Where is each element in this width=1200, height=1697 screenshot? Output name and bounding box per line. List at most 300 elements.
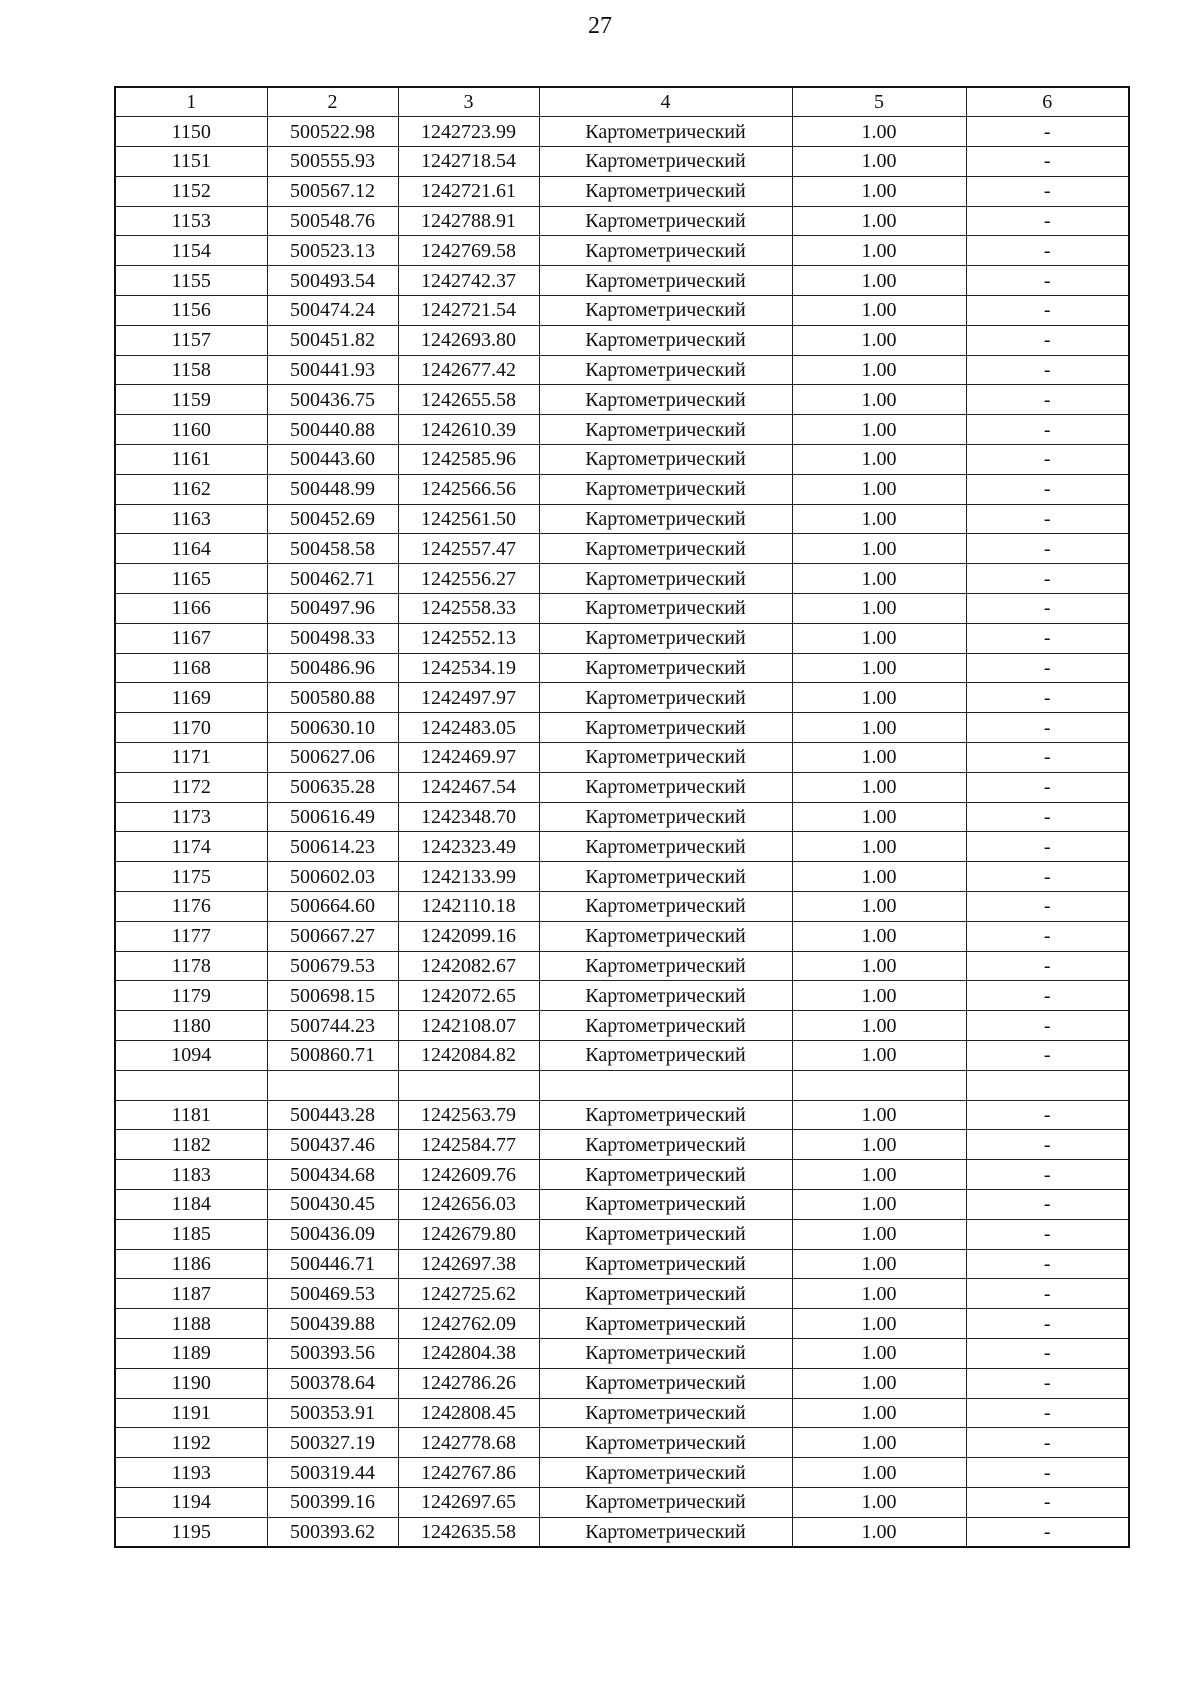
y-coordinate-cell: 1242497.97 [398, 683, 539, 713]
point-number-cell: 1189 [115, 1338, 267, 1368]
note-cell: - [966, 1130, 1129, 1160]
note-cell: - [966, 176, 1129, 206]
note-cell: - [966, 504, 1129, 534]
y-coordinate-cell: 1242635.58 [398, 1517, 539, 1547]
table-row [115, 1100, 1129, 1130]
method-cell: Картометрический [539, 1100, 792, 1130]
point-number-cell: 1176 [115, 892, 267, 922]
accuracy-cell: 1.00 [792, 832, 966, 862]
method-cell: Картометрический [539, 147, 792, 177]
method-cell: Картометрический [539, 1309, 792, 1339]
y-coordinate-cell: 1242788.91 [398, 206, 539, 236]
method-cell: Картометрический [539, 1011, 792, 1041]
table-row [115, 564, 1129, 594]
method-cell: Картометрический [539, 1517, 792, 1547]
y-coordinate-cell: 1242084.82 [398, 1041, 539, 1071]
method-cell: Картометрический [539, 623, 792, 653]
table-row [115, 1398, 1129, 1428]
method-cell: Картометрический [539, 385, 792, 415]
x-coordinate-cell: 500434.68 [267, 1160, 398, 1190]
method-cell: Картометрический [539, 1130, 792, 1160]
point-number-cell: 1179 [115, 981, 267, 1011]
accuracy-cell: 1.00 [792, 236, 966, 266]
x-coordinate-cell: 500327.19 [267, 1428, 398, 1458]
point-number-cell: 1191 [115, 1398, 267, 1428]
x-coordinate-cell: 500667.27 [267, 921, 398, 951]
note-cell: - [966, 415, 1129, 445]
accuracy-cell: 1.00 [792, 1487, 966, 1517]
column-header-2: 2 [267, 87, 398, 117]
note-cell: - [966, 1309, 1129, 1339]
note-cell: - [966, 653, 1129, 683]
note-cell: - [966, 1487, 1129, 1517]
note-cell: - [966, 1189, 1129, 1219]
point-number-cell: 1190 [115, 1368, 267, 1398]
table-row [115, 1070, 1129, 1100]
x-coordinate-cell: 500440.88 [267, 415, 398, 445]
table-row [115, 1160, 1129, 1190]
table-row [115, 355, 1129, 385]
x-coordinate-cell: 500630.10 [267, 713, 398, 743]
y-coordinate-cell: 1242677.42 [398, 355, 539, 385]
y-coordinate-cell: 1242721.61 [398, 176, 539, 206]
y-coordinate-cell: 1242348.70 [398, 802, 539, 832]
point-number-cell: 1157 [115, 325, 267, 355]
note-cell: - [966, 713, 1129, 743]
table-row [115, 862, 1129, 892]
x-coordinate-cell: 500548.76 [267, 206, 398, 236]
note-cell: - [966, 1398, 1129, 1428]
y-coordinate-cell: 1242786.26 [398, 1368, 539, 1398]
point-number-cell: 1151 [115, 147, 267, 177]
table-row [115, 1011, 1129, 1041]
x-coordinate-cell: 500446.71 [267, 1249, 398, 1279]
method-cell: Картометрический [539, 206, 792, 236]
note-cell: - [966, 385, 1129, 415]
method-cell: Картометрический [539, 713, 792, 743]
note-cell: - [966, 1458, 1129, 1488]
table-row [115, 1338, 1129, 1368]
y-coordinate-cell: 1242467.54 [398, 772, 539, 802]
point-number-cell: 1177 [115, 921, 267, 951]
table-row [115, 1279, 1129, 1309]
x-coordinate-cell: 500602.03 [267, 862, 398, 892]
x-coordinate-cell: 500567.12 [267, 176, 398, 206]
table-row [115, 415, 1129, 445]
accuracy-cell: 1.00 [792, 951, 966, 981]
x-coordinate-cell: 500452.69 [267, 504, 398, 534]
y-coordinate-cell: 1242558.33 [398, 594, 539, 624]
y-coordinate-cell: 1242323.49 [398, 832, 539, 862]
table-row [115, 176, 1129, 206]
point-number-cell: 1165 [115, 564, 267, 594]
method-cell: Картометрический [539, 832, 792, 862]
y-coordinate-cell: 1242762.09 [398, 1309, 539, 1339]
y-coordinate-cell: 1242721.54 [398, 296, 539, 326]
point-number-cell: 1185 [115, 1219, 267, 1249]
note-cell: - [966, 355, 1129, 385]
point-number-cell: 1182 [115, 1130, 267, 1160]
method-cell: Картометрический [539, 981, 792, 1011]
x-coordinate-cell: 500430.45 [267, 1189, 398, 1219]
method-cell: Картометрический [539, 862, 792, 892]
point-number-cell: 1174 [115, 832, 267, 862]
point-number-cell: 1181 [115, 1100, 267, 1130]
x-coordinate-cell: 500436.09 [267, 1219, 398, 1249]
point-number-cell: 1175 [115, 862, 267, 892]
x-coordinate-cell: 500474.24 [267, 296, 398, 326]
point-number-cell: 1187 [115, 1279, 267, 1309]
accuracy-cell: 1.00 [792, 1160, 966, 1190]
y-coordinate-cell: 1242072.65 [398, 981, 539, 1011]
y-coordinate-cell: 1242655.58 [398, 385, 539, 415]
x-coordinate-cell: 500523.13 [267, 236, 398, 266]
accuracy-cell: 1.00 [792, 653, 966, 683]
y-coordinate-cell: 1242469.97 [398, 743, 539, 773]
x-coordinate-cell: 500458.58 [267, 534, 398, 564]
note-cell: - [966, 1160, 1129, 1190]
accuracy-cell: 1.00 [792, 772, 966, 802]
accuracy-cell: 1.00 [792, 206, 966, 236]
accuracy-cell: 1.00 [792, 1041, 966, 1071]
x-coordinate-cell: 500616.49 [267, 802, 398, 832]
note-cell: - [966, 981, 1129, 1011]
point-number-cell: 1160 [115, 415, 267, 445]
y-coordinate-cell: 1242534.19 [398, 653, 539, 683]
y-coordinate-cell: 1242108.07 [398, 1011, 539, 1041]
accuracy-cell: 1.00 [792, 474, 966, 504]
method-cell: Картометрический [539, 474, 792, 504]
y-coordinate-cell: 1242610.39 [398, 415, 539, 445]
method-cell: Картометрический [539, 445, 792, 475]
table-row [115, 236, 1129, 266]
table-row [115, 892, 1129, 922]
x-coordinate-cell: 500664.60 [267, 892, 398, 922]
y-coordinate-cell: 1242808.45 [398, 1398, 539, 1428]
accuracy-cell: 1.00 [792, 296, 966, 326]
note-cell: - [966, 1428, 1129, 1458]
point-number-cell: 1192 [115, 1428, 267, 1458]
point-number-cell: 1155 [115, 266, 267, 296]
note-cell: - [966, 1517, 1129, 1547]
point-number-cell: 1171 [115, 743, 267, 773]
x-coordinate-cell: 500319.44 [267, 1458, 398, 1488]
table-row [115, 445, 1129, 475]
x-coordinate-cell: 500393.62 [267, 1517, 398, 1547]
y-coordinate-cell: 1242552.13 [398, 623, 539, 653]
table-row [115, 385, 1129, 415]
y-coordinate-cell: 1242561.50 [398, 504, 539, 534]
accuracy-cell: 1.00 [792, 1517, 966, 1547]
column-header-5: 5 [792, 87, 966, 117]
method-cell: Картометрический [539, 594, 792, 624]
method-cell: Картометрический [539, 1219, 792, 1249]
accuracy-cell: 1.00 [792, 683, 966, 713]
x-coordinate-cell: 500393.56 [267, 1338, 398, 1368]
point-number-cell: 1169 [115, 683, 267, 713]
x-coordinate-cell: 500860.71 [267, 1041, 398, 1071]
y-coordinate-cell: 1242585.96 [398, 445, 539, 475]
x-coordinate-cell [267, 1070, 398, 1100]
accuracy-cell: 1.00 [792, 1249, 966, 1279]
method-cell: Картометрический [539, 1487, 792, 1517]
note-cell: - [966, 564, 1129, 594]
method-cell: Картометрический [539, 892, 792, 922]
x-coordinate-cell: 500443.60 [267, 445, 398, 475]
accuracy-cell: 1.00 [792, 892, 966, 922]
y-coordinate-cell [398, 1070, 539, 1100]
point-number-cell: 1178 [115, 951, 267, 981]
x-coordinate-cell: 500614.23 [267, 832, 398, 862]
page-number: 27 [588, 13, 612, 39]
y-coordinate-cell: 1242133.99 [398, 862, 539, 892]
coordinates-table [114, 86, 1130, 1548]
accuracy-cell: 1.00 [792, 504, 966, 534]
method-cell: Картометрический [539, 1398, 792, 1428]
point-number-cell: 1152 [115, 176, 267, 206]
x-coordinate-cell: 500436.75 [267, 385, 398, 415]
accuracy-cell: 1.00 [792, 1309, 966, 1339]
point-number-cell: 1184 [115, 1189, 267, 1219]
note-cell: - [966, 1249, 1129, 1279]
note-cell: - [966, 832, 1129, 862]
note-cell: - [966, 325, 1129, 355]
x-coordinate-cell: 500439.88 [267, 1309, 398, 1339]
table-row [115, 1458, 1129, 1488]
note-cell: - [966, 772, 1129, 802]
point-number-cell: 1193 [115, 1458, 267, 1488]
accuracy-cell: 1.00 [792, 1130, 966, 1160]
table-row [115, 743, 1129, 773]
method-cell: Картометрический [539, 653, 792, 683]
x-coordinate-cell: 500378.64 [267, 1368, 398, 1398]
note-cell: - [966, 147, 1129, 177]
point-number-cell: 1161 [115, 445, 267, 475]
point-number-cell: 1094 [115, 1041, 267, 1071]
point-number-cell: 1162 [115, 474, 267, 504]
accuracy-cell: 1.00 [792, 1458, 966, 1488]
point-number-cell: 1156 [115, 296, 267, 326]
table-row [115, 921, 1129, 951]
note-cell: - [966, 743, 1129, 773]
note-cell: - [966, 534, 1129, 564]
y-coordinate-cell: 1242804.38 [398, 1338, 539, 1368]
method-cell: Картометрический [539, 325, 792, 355]
method-cell: Картометрический [539, 1189, 792, 1219]
point-number-cell: 1150 [115, 117, 267, 147]
method-cell: Картометрический [539, 504, 792, 534]
accuracy-cell: 1.00 [792, 117, 966, 147]
header-row [115, 87, 1129, 117]
table-header [115, 87, 1129, 117]
column-header-3: 3 [398, 87, 539, 117]
y-coordinate-cell: 1242082.67 [398, 951, 539, 981]
point-number-cell: 1163 [115, 504, 267, 534]
method-cell: Картометрический [539, 802, 792, 832]
accuracy-cell: 1.00 [792, 1219, 966, 1249]
method-cell: Картометрический [539, 743, 792, 773]
x-coordinate-cell: 500399.16 [267, 1487, 398, 1517]
y-coordinate-cell: 1242697.65 [398, 1487, 539, 1517]
y-coordinate-cell: 1242679.80 [398, 1219, 539, 1249]
method-cell: Картометрический [539, 296, 792, 326]
x-coordinate-cell: 500437.46 [267, 1130, 398, 1160]
table-row [115, 1219, 1129, 1249]
point-number-cell: 1172 [115, 772, 267, 802]
x-coordinate-cell: 500498.33 [267, 623, 398, 653]
method-cell: Картометрический [539, 1428, 792, 1458]
table-row [115, 504, 1129, 534]
accuracy-cell: 1.00 [792, 445, 966, 475]
table-body [115, 117, 1129, 1547]
table-row [115, 474, 1129, 504]
method-cell: Картометрический [539, 236, 792, 266]
method-cell: Картометрический [539, 1368, 792, 1398]
y-coordinate-cell: 1242656.03 [398, 1189, 539, 1219]
point-number-cell: 1159 [115, 385, 267, 415]
table-row [115, 832, 1129, 862]
accuracy-cell: 1.00 [792, 266, 966, 296]
y-coordinate-cell: 1242769.58 [398, 236, 539, 266]
x-coordinate-cell: 500497.96 [267, 594, 398, 624]
x-coordinate-cell: 500443.28 [267, 1100, 398, 1130]
x-coordinate-cell: 500580.88 [267, 683, 398, 713]
note-cell: - [966, 1279, 1129, 1309]
table-row [115, 1487, 1129, 1517]
y-coordinate-cell: 1242767.86 [398, 1458, 539, 1488]
table-row [115, 147, 1129, 177]
accuracy-cell: 1.00 [792, 1338, 966, 1368]
method-cell: Картометрический [539, 1249, 792, 1279]
accuracy-cell: 1.00 [792, 623, 966, 653]
y-coordinate-cell: 1242742.37 [398, 266, 539, 296]
note-cell: - [966, 802, 1129, 832]
method-cell: Картометрический [539, 534, 792, 564]
note-cell: - [966, 1219, 1129, 1249]
point-number-cell: 1153 [115, 206, 267, 236]
point-number-cell: 1168 [115, 653, 267, 683]
accuracy-cell: 1.00 [792, 713, 966, 743]
y-coordinate-cell: 1242483.05 [398, 713, 539, 743]
x-coordinate-cell: 500744.23 [267, 1011, 398, 1041]
point-number-cell [115, 1070, 267, 1100]
accuracy-cell: 1.00 [792, 981, 966, 1011]
note-cell: - [966, 445, 1129, 475]
accuracy-cell: 1.00 [792, 176, 966, 206]
accuracy-cell: 1.00 [792, 802, 966, 832]
method-cell: Картометрический [539, 1279, 792, 1309]
x-coordinate-cell: 500451.82 [267, 325, 398, 355]
note-cell: - [966, 296, 1129, 326]
method-cell: Картометрический [539, 1041, 792, 1071]
method-cell: Картометрический [539, 683, 792, 713]
note-cell: - [966, 892, 1129, 922]
accuracy-cell: 1.00 [792, 594, 966, 624]
point-number-cell: 1195 [115, 1517, 267, 1547]
accuracy-cell: 1.00 [792, 743, 966, 773]
accuracy-cell: 1.00 [792, 1368, 966, 1398]
column-header-1: 1 [115, 87, 267, 117]
accuracy-cell: 1.00 [792, 325, 966, 355]
note-cell: - [966, 951, 1129, 981]
accuracy-cell: 1.00 [792, 1279, 966, 1309]
table-row [115, 653, 1129, 683]
y-coordinate-cell: 1242609.76 [398, 1160, 539, 1190]
point-number-cell: 1166 [115, 594, 267, 624]
y-coordinate-cell: 1242584.77 [398, 1130, 539, 1160]
y-coordinate-cell: 1242563.79 [398, 1100, 539, 1130]
table-row [115, 1309, 1129, 1339]
column-header-6: 6 [966, 87, 1129, 117]
method-cell: Картометрический [539, 1458, 792, 1488]
accuracy-cell [792, 1070, 966, 1100]
table-row [115, 981, 1129, 1011]
note-cell: - [966, 1011, 1129, 1041]
x-coordinate-cell: 500698.15 [267, 981, 398, 1011]
note-cell: - [966, 1041, 1129, 1071]
note-cell: - [966, 117, 1129, 147]
table-row [115, 117, 1129, 147]
y-coordinate-cell: 1242693.80 [398, 325, 539, 355]
note-cell: - [966, 474, 1129, 504]
point-number-cell: 1170 [115, 713, 267, 743]
x-coordinate-cell: 500627.06 [267, 743, 398, 773]
table-row [115, 713, 1129, 743]
note-cell [966, 1070, 1129, 1100]
table-row [115, 951, 1129, 981]
method-cell [539, 1070, 792, 1100]
note-cell: - [966, 236, 1129, 266]
accuracy-cell: 1.00 [792, 1189, 966, 1219]
x-coordinate-cell: 500486.96 [267, 653, 398, 683]
point-number-cell: 1164 [115, 534, 267, 564]
x-coordinate-cell: 500635.28 [267, 772, 398, 802]
table-row [115, 1517, 1129, 1547]
table-row [115, 1041, 1129, 1071]
note-cell: - [966, 1368, 1129, 1398]
accuracy-cell: 1.00 [792, 1011, 966, 1041]
accuracy-cell: 1.00 [792, 1100, 966, 1130]
point-number-cell: 1173 [115, 802, 267, 832]
point-number-cell: 1188 [115, 1309, 267, 1339]
method-cell: Картометрический [539, 772, 792, 802]
table-row [115, 1249, 1129, 1279]
note-cell: - [966, 862, 1129, 892]
point-number-cell: 1186 [115, 1249, 267, 1279]
table-row [115, 325, 1129, 355]
y-coordinate-cell: 1242557.47 [398, 534, 539, 564]
y-coordinate-cell: 1242110.18 [398, 892, 539, 922]
x-coordinate-cell: 500448.99 [267, 474, 398, 504]
method-cell: Картометрический [539, 921, 792, 951]
table-row [115, 802, 1129, 832]
method-cell: Картометрический [539, 355, 792, 385]
method-cell: Картометрический [539, 176, 792, 206]
accuracy-cell: 1.00 [792, 355, 966, 385]
y-coordinate-cell: 1242723.99 [398, 117, 539, 147]
accuracy-cell: 1.00 [792, 534, 966, 564]
method-cell: Картометрический [539, 117, 792, 147]
x-coordinate-cell: 500353.91 [267, 1398, 398, 1428]
note-cell: - [966, 1100, 1129, 1130]
point-number-cell: 1158 [115, 355, 267, 385]
y-coordinate-cell: 1242778.68 [398, 1428, 539, 1458]
column-header-4: 4 [539, 87, 792, 117]
table-row [115, 266, 1129, 296]
table-row [115, 1189, 1129, 1219]
table-row [115, 1428, 1129, 1458]
x-coordinate-cell: 500555.93 [267, 147, 398, 177]
